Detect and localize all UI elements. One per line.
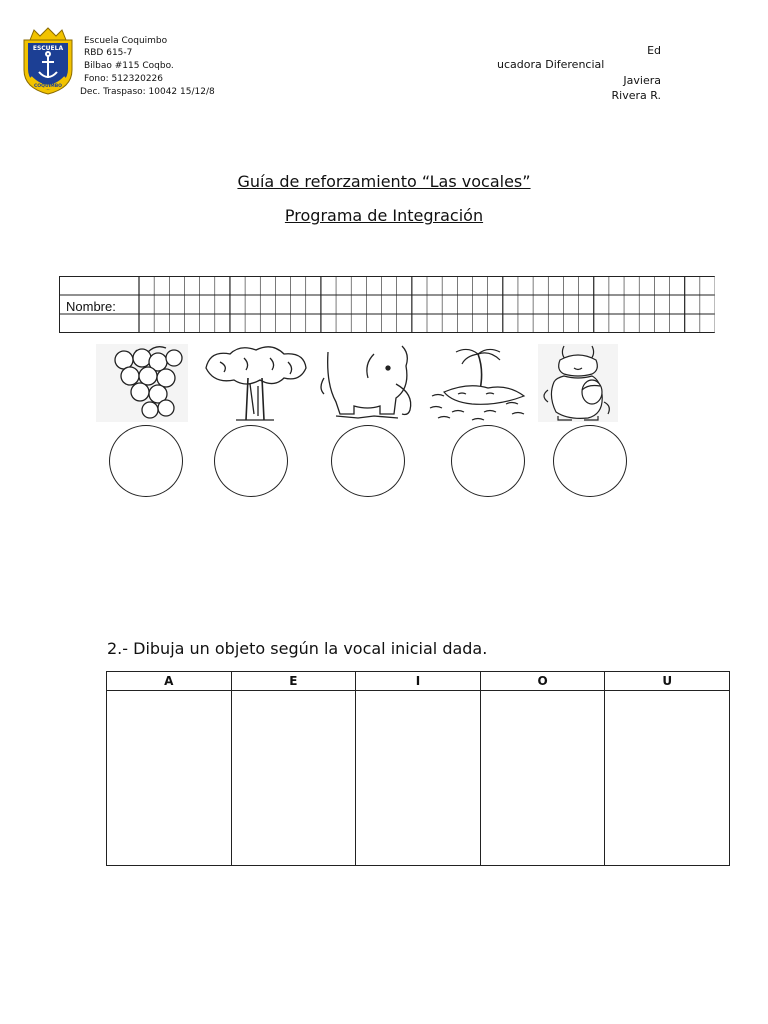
instruction-text: 2.- Dibuja un objeto según la vocal inicial dada. [107,639,488,658]
teacher-line-1: Ed [647,44,661,57]
drawing-cell-e[interactable] [231,691,356,866]
tree-drawing [200,344,312,422]
school-address: Bilbao #115 Coqbo. [84,61,174,71]
answer-circle-5[interactable] [553,425,627,497]
answer-circle-1[interactable] [109,425,183,497]
vowel-header-i: I [356,672,481,691]
school-decree: Dec. Traspaso: 10042 15/12/8 [80,87,215,97]
drawing-row [107,691,730,866]
vowel-table [106,671,730,866]
school-phone: Fono: 512320226 [84,74,164,84]
logo-bottom-text: COQUIMBO [33,84,62,89]
name-label: Nombre: [66,299,116,314]
name-grid[interactable] [59,276,715,333]
answer-circle-4[interactable] [451,425,525,497]
grapes-drawing [96,344,188,422]
bear-drawing [538,344,618,422]
school-logo [20,26,76,96]
vowel-header-row [107,672,730,691]
elephant-drawing [314,344,422,422]
teacher-line-4: Rivera R. [611,89,661,102]
island-drawing [428,344,536,422]
teacher-line-2: ucadora Diferencial [497,58,605,71]
drawing-cell-o[interactable] [480,691,605,866]
page-title: Guía de reforzamiento “Las vocales” [237,172,531,191]
answer-circle-3[interactable] [331,425,405,497]
vowel-header-o: O [480,672,605,691]
drawing-cell-u[interactable] [605,691,730,866]
vowel-header-a: A [107,672,232,691]
school-rbd: RBD 615-7 [84,48,133,58]
vowel-header-e: E [231,672,356,691]
teacher-line-3: Javiera [623,74,661,87]
answer-circle-2[interactable] [214,425,288,497]
page-subtitle: Programa de Integración [284,206,484,225]
logo-top-text: ESCUELA [32,45,64,52]
vowel-header-u: U [605,672,730,691]
school-name: Escuela Coquimbo [84,36,168,46]
drawing-cell-i[interactable] [356,691,481,866]
drawing-cell-a[interactable] [107,691,232,866]
